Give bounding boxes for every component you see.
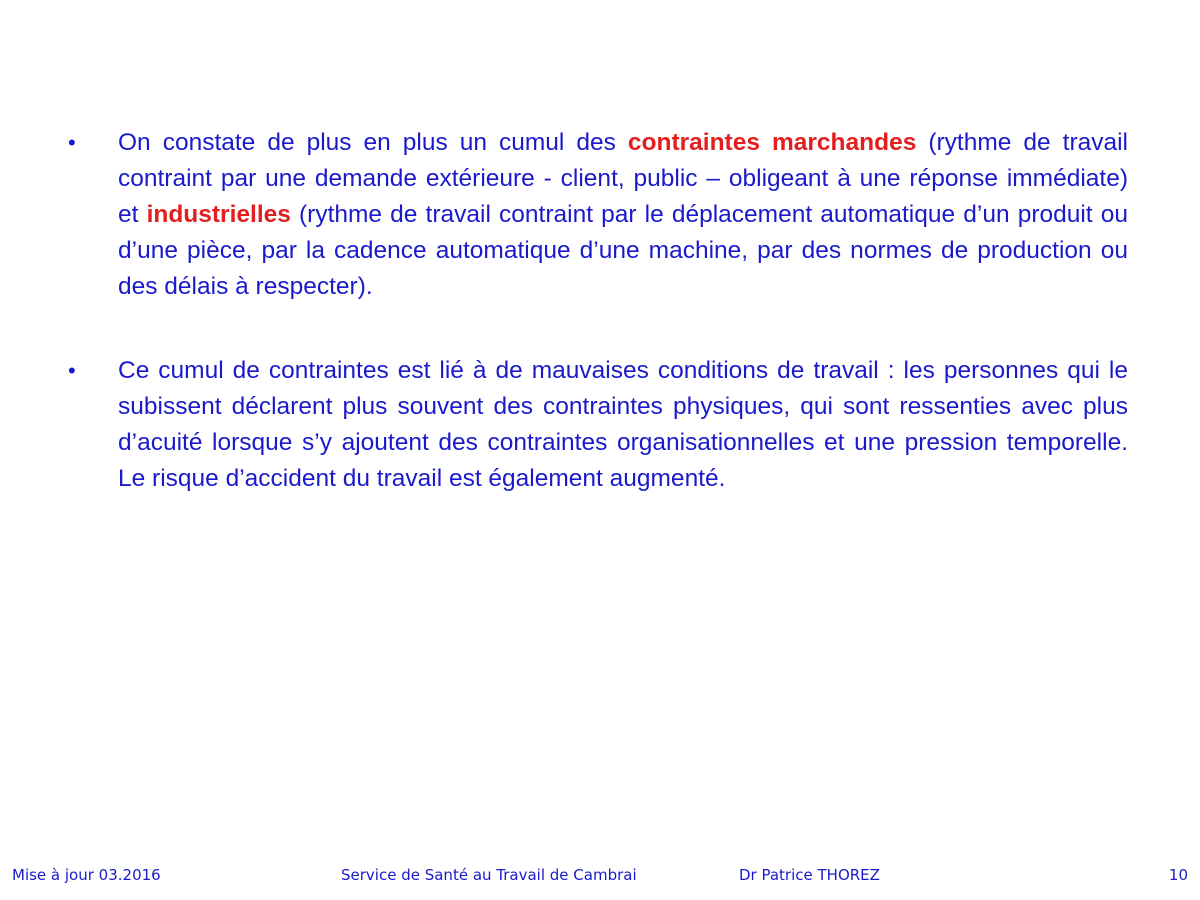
slide-body [68,125,1128,497]
bullet-dot-icon: • [68,358,76,383]
bullet-1-text-part-1: On constate de plus en plus un cumul des [118,129,628,156]
footer-author: Dr Patrice THOREZ [739,866,880,884]
bullet-1-text-part-2: (rythme de travail contraint par une demande extérieure - client, public – obligeant à une réponse immédiate) et [118,129,1129,228]
bullet-2-text: Ce cumul de contraintes est lié à de mauvaises conditions de travail : les personnes qui le subissent déclarent plus souvent des contraintes physiques, qui sont ressenties avec plus d’acuité lorsque s’y ajoutent des contraintes organisationnelles et une pression temporelle. Le risque d’accident du travail est également augmenté. [118,357,1128,492]
bullet-cumul-contraintes [68,353,1128,497]
bullet-1-text-part-3: (rythme de travail contraint par le déplacement automatique d’un produit ou d’une pièce, par la cadence automatique d’une machine, par des normes de production ou des délais à respecter). [118,201,1128,300]
bullet-dot-icon: • [68,130,76,155]
highlight-industrielles: industrielles [146,201,291,228]
highlight-contraintes-marchandes: contraintes marchandes [627,129,917,156]
bullet-contraintes-marchandes-industrielles [68,125,1128,305]
footer-update-date: Mise à jour 03.2016 [12,866,161,884]
footer-service-name: Service de Santé au Travail de Cambrai [341,866,637,884]
footer-page-number: 10 [1168,866,1188,884]
